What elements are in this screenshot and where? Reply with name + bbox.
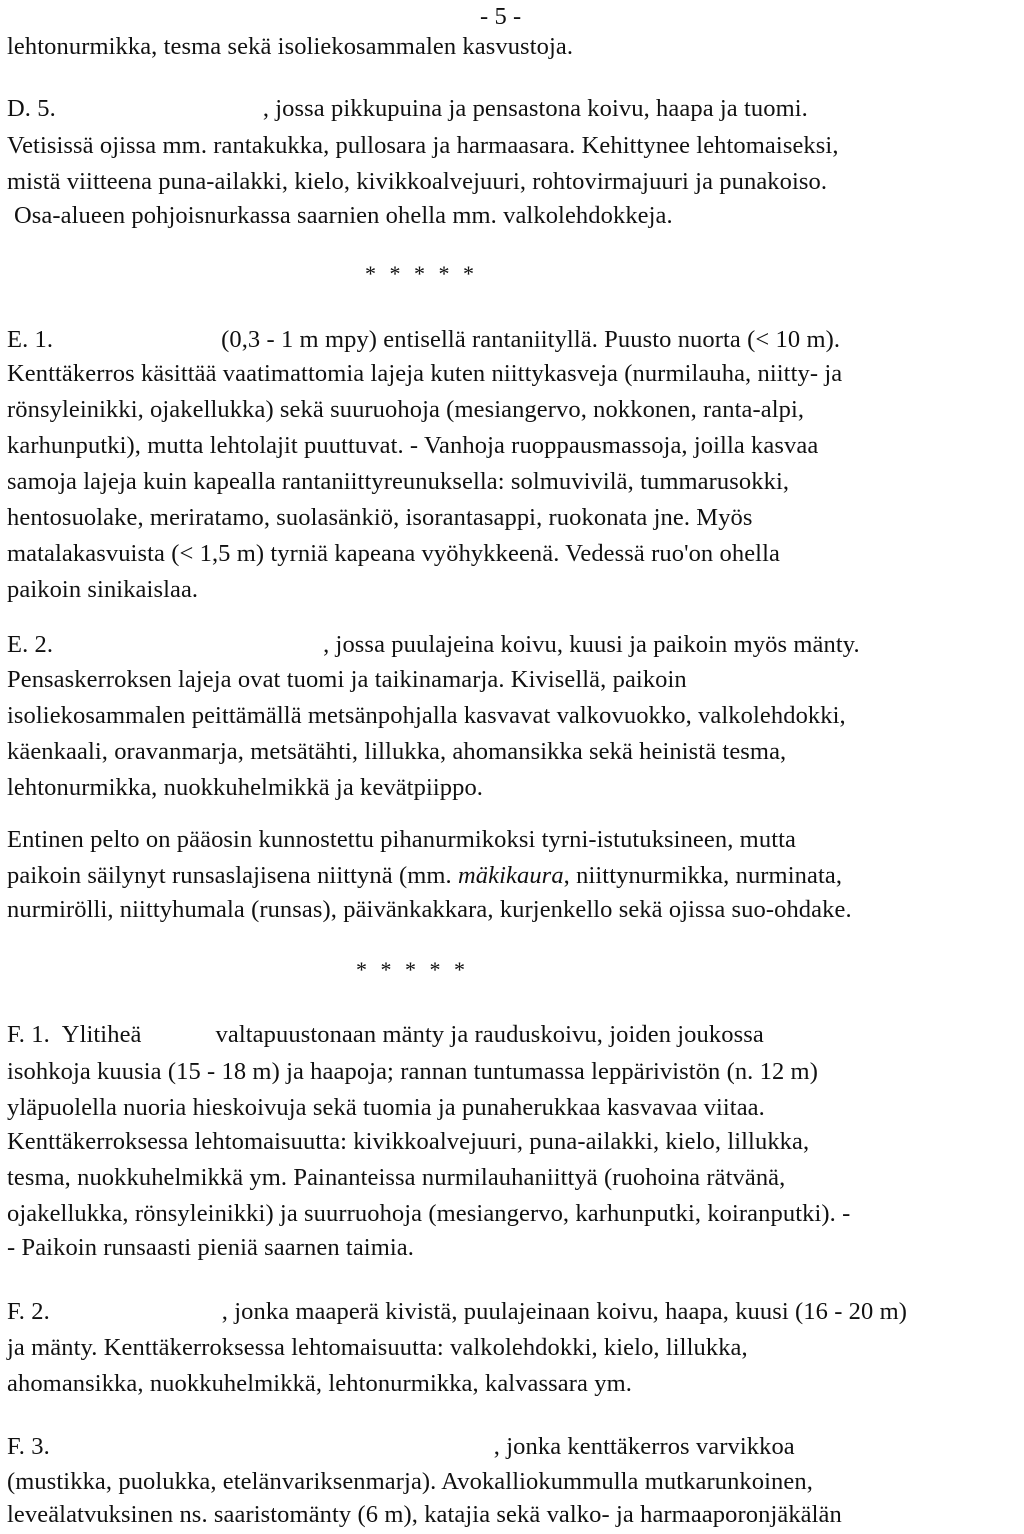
entry-f3-line-1 [7,1432,795,1462]
paragraph-line: ahomansikka, nuokkuhelmikkä, lehtonurmikka, kalvassara ym. [7,1370,632,1397]
paragraph-line: mistä viitteena puna-ailakki, kielo, kivikkoalvejuuri, rohtovirmajuuri ja punakoiso. [7,168,828,195]
entry-text: , jossa puulajeina koivu, kuusi ja paikoin myös mänty. [323,631,860,658]
entry-text: (0,3 - 1 m mpy) entisellä rantaniityllä. Puusto nuorta (< 10 m). [221,326,841,353]
paragraph-line: karhunputki), mutta lehtolajit puuttuvat. - Vanhoja ruoppausmassoja, joilla kasvaa [7,432,819,459]
section-separator: * * * * * [365,261,478,286]
page-number: - 5 - [480,3,522,30]
paragraph-line: lehtonurmikka, tesma sekä isoliekosammalen kasvustoja. [7,33,574,60]
entry-e2-line-1 [7,630,860,660]
paragraph-line: yläpuolella nuoria hieskoivuja sekä tuomia ja punaherukkaa kasvavaa viitaa. [7,1094,765,1121]
paragraph-line: ojakellukka, rönsyleinikki) ja suurruohoja (mesiangervo, karhunputki, koiranputki). - [7,1200,851,1227]
section-separator: * * * * * [356,957,469,982]
paragraph-line: tesma, nuokkuhelmikkä ym. Painanteissa nurmilauhaniittyä (ruohoina rätvänä, [7,1164,786,1191]
entry-e1-line-1 [7,325,840,355]
paragraph-line: matalakasvuista (< 1,5 m) tyrniä kapeana vyöhykkeenä. Vedessä ruo'on ohella [7,540,780,567]
paragraph-line: Kenttäkerroksessa lehtomaisuutta: kivikkoalvejuuri, puna-ailakki, kielo, lillukka, [7,1128,810,1155]
entry-text: valtapuustonaan mänty ja rauduskoivu, joiden joukossa [215,1021,764,1048]
paragraph-line: hentosuolake, meriratamo, suolasänkiö, isorantasappi, ruokonata jne. Myös [7,504,753,531]
entry-f2-line-1 [7,1297,907,1327]
entry-text: , jossa pikkupuina ja pensastona koivu, haapa ja tuomi. [262,95,808,122]
entry-id-e1: E. 1. [7,326,54,353]
paragraph-line: samoja lajeja kuin kapealla rantaniittyreunuksella: solmuvivilä, tummarusokki, [7,468,790,495]
paragraph-line [7,861,842,891]
entry-f1-line-1 [7,1020,764,1050]
text-run: paikoin säilynyt runsaslajisena niittynä (mm. [7,862,458,889]
entry-text: , jonka maaperä kivistä, puulajeinaan koivu, haapa, kuusi (16 - 20 m) [221,1298,908,1325]
paragraph-line: Pensaskerroksen lajeja ovat tuomi ja taikinamarja. Kivisellä, paikoin [7,666,687,693]
paragraph-line: leveälatvuksinen ns. saaristomänty (6 m), katajia sekä valko- ja harmaaporonjäkälän [7,1501,842,1528]
text-run: , niittynurmikka, nurminata, [563,862,843,889]
entry-id-f2: F. 2. [7,1298,50,1325]
paragraph-line: Osa-alueen pohjoisnurkassa saarnien ohella mm. valkolehdokkeja. [14,202,673,229]
paragraph-line: rönsyleinikki, ojakellukka) sekä suuruohoja (mesiangervo, nokkonen, ranta-alpi, [7,396,805,423]
paragraph-line: käenkaali, oravanmarja, metsätähti, lillukka, ahomansikka sekä heinistä tesma, [7,738,787,765]
entry-type-word: Ylitiheä [61,1021,142,1048]
entry-id-e2: E. 2. [7,631,54,658]
paragraph-line: Vetisissä ojissa mm. rantakukka, pullosara ja harmaasara. Kehittynee lehtomaiseksi, [7,132,839,159]
paragraph-line: nurmirölli, niittyhumala (runsas), päivänkakkara, kurjenkello sekä ojissa suo-ohdake. [7,896,852,923]
entry-text: , jonka kenttäkerros varvikkoa [493,1433,795,1460]
paragraph-line: (mustikka, puolukka, etelänvariksenmarja). Avokalliokummulla mutkarunkoinen, [7,1468,813,1495]
paragraph-line: paikoin sinikaislaa. [7,576,199,603]
paragraph-line: - Paikoin runsaasti pieniä saarnen taimia. [7,1234,414,1261]
entry-id-d5: D. 5. [7,95,56,122]
italic-species-name: mäkikaura [457,862,564,889]
paragraph-line: ja mänty. Kenttäkerroksessa lehtomaisuutta: valkolehdokki, kielo, lillukka, [7,1334,748,1361]
paragraph-line: lehtonurmikka, nuokkuhelmikkä ja kevätpiippo. [7,774,484,801]
paragraph-line: isoliekosammalen peittämällä metsänpohjalla kasvavat valkovuokko, valkolehdokki, [7,702,846,729]
paragraph-line: Entinen pelto on pääosin kunnostettu pihanurmikoksi tyrni-istutuksineen, mutta [7,826,796,853]
entry-id-f1: F. 1. [7,1021,50,1048]
entry-d5-line-1 [7,94,808,124]
paragraph-line: Kenttäkerros käsittää vaatimattomia lajeja kuten niittykasveja (nurmilauha, niitty- ja [7,360,843,387]
entry-id-f3: F. 3. [7,1433,50,1460]
paragraph-line: isohkoja kuusia (15 - 18 m) ja haapoja; rannan tuntumassa leppärivistön (n. 12 m) [7,1058,818,1085]
